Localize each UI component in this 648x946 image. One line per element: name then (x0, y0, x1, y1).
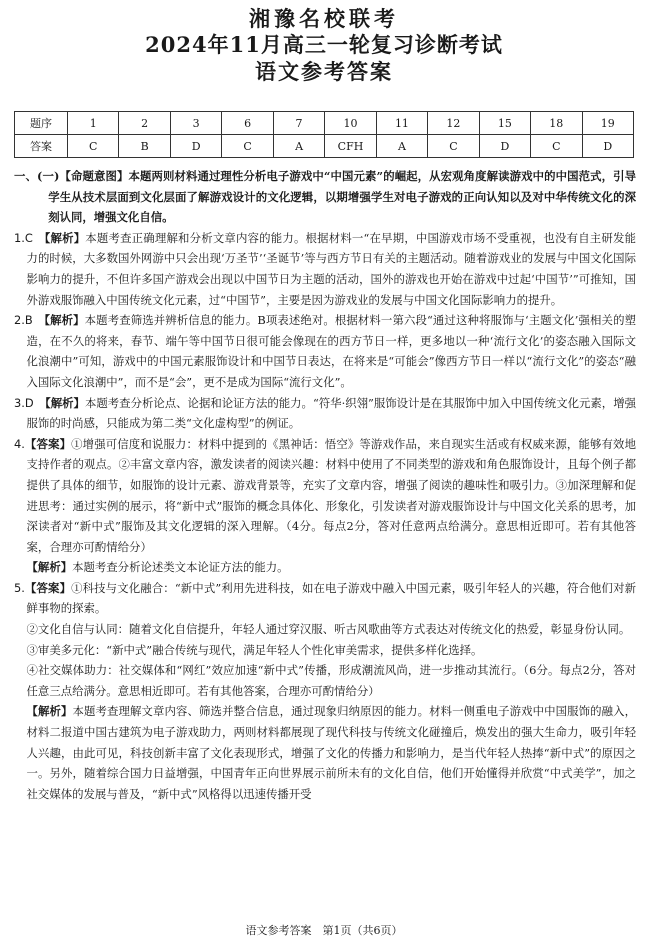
analysis-text: 本题考查理解文章内容、筛选并整合信息，通过现象归纳原因的能力。材料一侧重电子游戏中中国服饰的融入，材料二报道中国古建筑为电子游戏助力，两则材料都展现了现代科技与传统文化碰撞后，焕发出的强大生命力，吸引年轻人兴趣，由此可见，科技创新丰富了文化表现形式，增强了文化的传播力和影响力，是当代年轻人热捧“新中式”的原因之一。另外，随着综合国力日益增强，中国青年正向世界展示前所未有的文化自信，他们开始懂得并欣赏“中式美学”，加之社交媒体的发展与普及，“新中式”风格得以迅速传播开受 (26, 704, 636, 801)
analysis-label: 【解析】 (44, 313, 85, 328)
question-4-analysis (14, 557, 636, 578)
section-prefix: 一、(一) (14, 169, 60, 183)
question-3-number: 3.D (14, 395, 34, 410)
document-header (0, 6, 648, 86)
answer-cell: C (222, 135, 273, 158)
answer-cell: D (170, 135, 221, 158)
answer-cell: CFH (325, 135, 376, 158)
answer-cell: C (428, 135, 479, 158)
question-4-number: 4. (14, 436, 25, 451)
answer-row-label: 答案 (15, 135, 68, 158)
analysis-label: 【解析】 (44, 230, 86, 245)
answer-table-answer-row (15, 135, 634, 158)
question-number: 2 (119, 112, 170, 135)
analysis-text: 本题考查分析论述类文本论证方法的能力。 (72, 560, 289, 575)
page-footer: 语文参考答案 第1页（共6页） (245, 924, 403, 937)
answer-label: 【答案】 (24, 436, 72, 451)
question-number: 6 (222, 112, 273, 135)
exam-name-title: 2024年11月高三一轮复习诊断考试 (145, 32, 503, 57)
document-title: 语文参考答案 (255, 59, 393, 84)
answer-cell: C (531, 135, 582, 158)
question-1-explanation (14, 228, 636, 310)
analysis-text: 本题考查分析论点、论据和论证方法的能力。“符华·织翎”服饰设计是在其服饰中加入中国传统文化元素，增强服饰的时尚感，只能成为第二类“文化虚构型”的例证。 (26, 395, 636, 431)
question-row-label: 题序 (15, 112, 68, 135)
question-3-explanation (14, 393, 636, 434)
answer-cell: D (582, 135, 633, 158)
question-5-answer (14, 578, 636, 619)
question-number: 12 (428, 112, 479, 135)
question-5-number: 5. (14, 580, 25, 595)
analysis-label: 【解析】 (45, 395, 85, 410)
answer-point-2: ②文化自信与认同：随着文化自信提升，年轻人通过穿汉服、听古风歌曲等方式表达对传统文化的热爱，彰显身份认同。 (26, 622, 631, 637)
question-number: 10 (325, 112, 376, 135)
analysis-label: 【解析】 (26, 560, 73, 575)
answer-cell: A (273, 135, 324, 158)
question-number: 15 (479, 112, 530, 135)
question-number: 11 (376, 112, 427, 135)
answer-text: ①增强可信度和说服力：材料中提到的《黑神话：悟空》等游戏作品，来自现实生活或有权威来源，能够有效地支持作者的观点。②丰富文章内容，激发读者的阅读兴趣：材料中使用了不同类型的游戏和角色服饰设计，且每个例子都提供了具体的细节，如服饰的设计元素、游戏背景等，充实了文章内容，增强了阅读的趣味性和吸引力。③加深理解和促进思考：通过实例的展示，将“新中式”服饰的概念具体化、形象化，引发读者对游戏服饰设计与中国文化关系的思考，加深读者对“新中式”服饰及其文化逻辑的深入理解。（4分。每点2分，答对任意两点给满分。意思相近即可。若有其他答案，合理亦可酌情给分） (26, 436, 636, 554)
question-1-number: 1.C (14, 230, 33, 245)
analysis-label: 【解析】 (26, 704, 73, 719)
answer-cell: A (376, 135, 427, 158)
intent-label: 【命题意图】 (59, 169, 129, 183)
exam-org-title: 湘豫名校联考 (249, 6, 399, 31)
answer-cell: C (68, 135, 119, 158)
question-number: 18 (531, 112, 582, 135)
question-2-number: 2.B (14, 313, 33, 328)
question-4-answer (14, 434, 636, 558)
answer-explanations (14, 166, 636, 804)
question-2-explanation (14, 310, 636, 392)
answer-point-4: ④社交媒体助力：社交媒体和“网红”效应加速“新中式”传播，形成潮流风尚，进一步推动其流行。（6分。每点2分，答对任意三点给满分。意思相近即可。若有其他答案，合理亦可酌情给分） (26, 663, 636, 698)
answer-point-3: ③审美多元化：“新中式”融合传统与现代，满足年轻人个性化审美需求，提供多样化选择。 (26, 642, 483, 657)
intent-text: 本题两则材料通过理性分析电子游戏中“中国元素”的崛起，从宏观角度解读游戏中的中国范式，引导学生从技术层面到文化层面了解游戏设计的文化逻辑，以期增强学生对电子游戏的正向认知以及对中华传统文化的深刻认同，增强文化自信。 (48, 169, 636, 225)
answer-cell: B (119, 135, 170, 158)
question-number: 1 (68, 112, 119, 135)
analysis-text: 本题考查正确理解和分析文章内容的能力。根据材料一“在早期，中国游戏市场不受重视，也没有自主研发能力的时候，大多数国外网游中只会出现‘万圣节’‘圣诞节’等与西方节日有关的主题活动。随着游戏业的发展与中国文化国际影响力的提升，不但许多国产游戏会出现以中国节日为主题的活动，国外的游戏也开始在游戏中过起‘中国节’”可推知，国外游戏服饰融入中国传统文化元素，过“中国节”，主要是因为游戏业的发展与中国文化国际影响力的提升。 (26, 230, 636, 307)
question-number: 3 (170, 112, 221, 135)
question-number: 19 (582, 112, 633, 135)
answer-table (14, 111, 634, 158)
analysis-text: 本题考查筛选并辨析信息的能力。B项表述绝对。根据材料一第六段“通过这种将服饰与‘主题文化’强相关的塑造，在不久的将来，春节、端午等中国节日很可能会像现在的西方节日一样，更多地以一种‘流行文化’的姿态融入国际文化浪潮中”可知，游戏中的中国元素服饰设计和中国节日表达，在将来是“可能会”像西方节日一样以“流行文化”的姿态“融入国际文化浪潮中”，而不是“会”，更不是成为国际“流行文化”。 (26, 313, 636, 389)
answer-cell: D (479, 135, 530, 158)
section-intent (14, 166, 636, 228)
answer-label: 【答案】 (24, 580, 72, 595)
question-5-analysis (14, 701, 636, 804)
answer-point-1: ①科技与文化融合：“新中式”利用先进科技，如在电子游戏中融入中国元素，吸引年轻人的兴趣，符合他们对新鲜事物的探索。 (26, 580, 636, 616)
question-number: 7 (273, 112, 324, 135)
answer-table-question-row (15, 112, 634, 135)
